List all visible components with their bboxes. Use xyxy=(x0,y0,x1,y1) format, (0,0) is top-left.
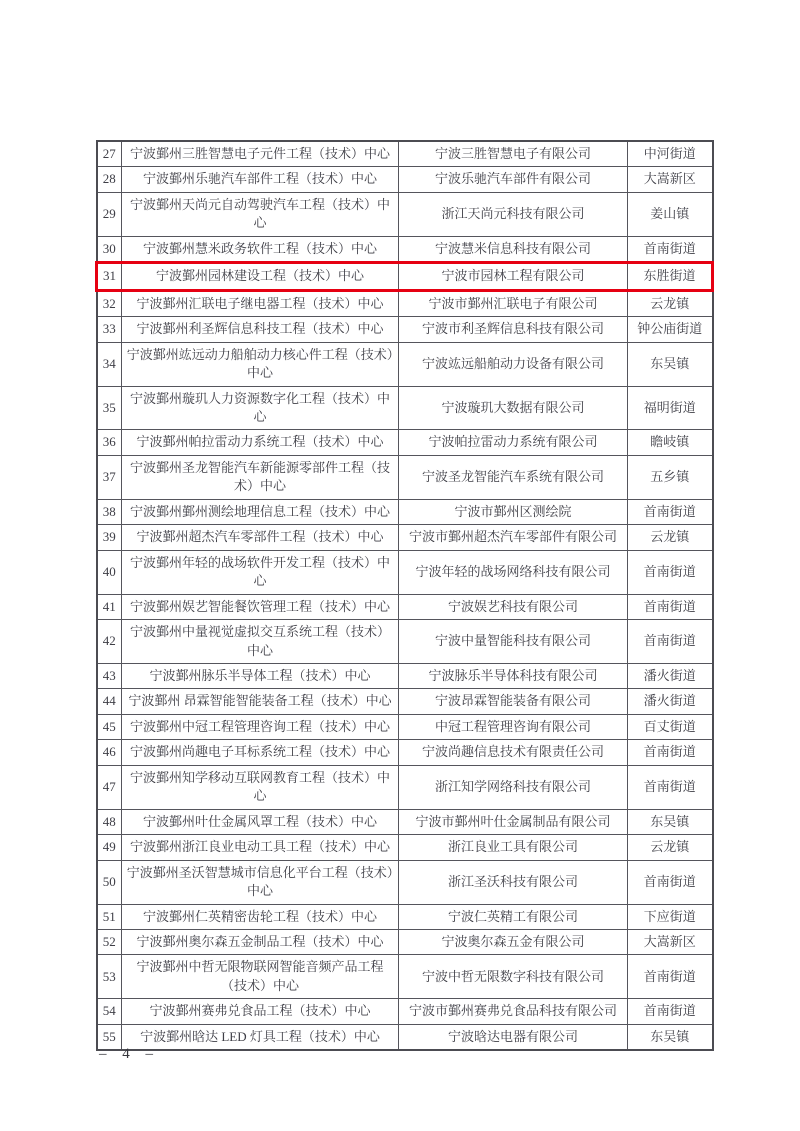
cell-center-name: 宁波鄞州晗达 LED 灯具工程（技术）中心 xyxy=(122,1024,399,1050)
cell-location: 东吴镇 xyxy=(628,342,713,386)
cell-center-name: 宁波鄞州帕拉雷动力系统工程（技术）中心 xyxy=(122,430,399,455)
table-row xyxy=(97,290,713,316)
cell-company-name: 宁波慧米信息科技有限公司 xyxy=(399,236,628,262)
cell-company-name: 宁波帕拉雷动力系统有限公司 xyxy=(399,430,628,455)
table-row xyxy=(97,663,713,688)
cell-location: 姜山镇 xyxy=(628,192,713,236)
cell-location: 首南街道 xyxy=(628,955,713,999)
table-row xyxy=(97,317,713,342)
cell-center-name: 宁波鄞州园林建设工程（技术）中心 xyxy=(122,263,399,290)
cell-center-name: 宁波鄞州脉乐半导体工程（技术）中心 xyxy=(122,663,399,688)
table-row xyxy=(97,455,713,499)
page-number: – 4 – xyxy=(99,1046,159,1062)
table-row xyxy=(97,740,713,765)
table-row xyxy=(97,192,713,236)
cell-row-number: 53 xyxy=(97,955,122,999)
cell-center-name: 宁波鄞州中哲无限物联网智能音频产品工程（技术）中心 xyxy=(122,955,399,999)
cell-company-name: 宁波市鄞州区测绘院 xyxy=(399,499,628,524)
cell-company-name: 宁波昂霖智能装备有限公司 xyxy=(399,689,628,714)
cell-location: 首南街道 xyxy=(628,999,713,1024)
cell-row-number: 38 xyxy=(97,499,122,524)
cell-row-number: 44 xyxy=(97,689,122,714)
cell-center-name: 宁波鄞州鄞州测绘地理信息工程（技术）中心 xyxy=(122,499,399,524)
table-row xyxy=(97,835,713,860)
cell-center-name: 宁波鄞州利圣辉信息科技工程（技术）中心 xyxy=(122,317,399,342)
cell-company-name: 浙江良业工具有限公司 xyxy=(399,835,628,860)
cell-center-name: 宁波鄞州圣沃智慧城市信息化平台工程（技术）中心 xyxy=(122,860,399,904)
cell-location: 中河街道 xyxy=(628,141,713,167)
cell-company-name: 宁波三胜智慧电子有限公司 xyxy=(399,141,628,167)
table-row xyxy=(97,1024,713,1050)
table-row xyxy=(97,860,713,904)
cell-company-name: 中冠工程管理咨询有限公司 xyxy=(399,714,628,739)
cell-row-number: 36 xyxy=(97,430,122,455)
table-row xyxy=(97,141,713,167)
cell-company-name: 浙江知学网络科技有限公司 xyxy=(399,765,628,809)
cell-location: 云龙镇 xyxy=(628,290,713,316)
cell-company-name: 宁波市鄞州赛弗兑食品科技有限公司 xyxy=(399,999,628,1024)
cell-center-name: 宁波鄞州知学移动互联网教育工程（技术）中心 xyxy=(122,765,399,809)
cell-location: 百丈街道 xyxy=(628,714,713,739)
tech-centers-table-body xyxy=(97,141,713,1050)
cell-row-number: 41 xyxy=(97,594,122,619)
cell-company-name: 宁波市鄞州叶仕金属制品有限公司 xyxy=(399,809,628,834)
cell-row-number: 48 xyxy=(97,809,122,834)
cell-row-number: 33 xyxy=(97,317,122,342)
cell-center-name: 宁波鄞州赛弗兑食品工程（技术）中心 xyxy=(122,999,399,1024)
cell-row-number: 43 xyxy=(97,663,122,688)
table-row xyxy=(97,167,713,192)
cell-location: 东吴镇 xyxy=(628,809,713,834)
cell-location: 东吴镇 xyxy=(628,1024,713,1050)
cell-location: 云龙镇 xyxy=(628,525,713,550)
cell-center-name: 宁波鄞州超杰汽车零部件工程（技术）中心 xyxy=(122,525,399,550)
cell-location: 云龙镇 xyxy=(628,835,713,860)
cell-row-number: 29 xyxy=(97,192,122,236)
table-row xyxy=(97,386,713,430)
cell-row-number: 31 xyxy=(97,263,122,290)
cell-center-name: 宁波鄞州奥尔森五金制品工程（技术）中心 xyxy=(122,929,399,954)
cell-row-number: 45 xyxy=(97,714,122,739)
cell-company-name: 宁波璇玑大数据有限公司 xyxy=(399,386,628,430)
cell-center-name: 宁波鄞州浙江良业电动工具工程（技术）中心 xyxy=(122,835,399,860)
cell-location: 大嵩新区 xyxy=(628,167,713,192)
cell-location: 福明街道 xyxy=(628,386,713,430)
cell-center-name: 宁波鄞州年轻的战场软件开发工程（技术）中心 xyxy=(122,550,399,594)
cell-location: 五乡镇 xyxy=(628,455,713,499)
cell-row-number: 51 xyxy=(97,904,122,929)
cell-center-name: 宁波鄞州三胜智慧电子元件工程（技术）中心 xyxy=(122,141,399,167)
cell-company-name: 宁波圣龙智能汽车系统有限公司 xyxy=(399,455,628,499)
cell-company-name: 宁波竑远船舶动力设备有限公司 xyxy=(399,342,628,386)
table-row xyxy=(97,342,713,386)
cell-row-number: 30 xyxy=(97,236,122,262)
cell-company-name: 宁波市鄞州汇联电子有限公司 xyxy=(399,290,628,316)
cell-row-number: 54 xyxy=(97,999,122,1024)
cell-location: 首南街道 xyxy=(628,620,713,664)
cell-center-name: 宁波鄞州中冠工程管理咨询工程（技术）中心 xyxy=(122,714,399,739)
cell-center-name: 宁波鄞州慧米政务软件工程（技术）中心 xyxy=(122,236,399,262)
table-row xyxy=(97,765,713,809)
cell-row-number: 37 xyxy=(97,455,122,499)
cell-company-name: 宁波乐驰汽车部件有限公司 xyxy=(399,167,628,192)
cell-location: 大嵩新区 xyxy=(628,929,713,954)
table-row-highlighted xyxy=(97,263,713,290)
cell-center-name: 宁波鄞州汇联电子继电器工程（技术）中心 xyxy=(122,290,399,316)
cell-center-name: 宁波鄞州仁英精密齿轮工程（技术）中心 xyxy=(122,904,399,929)
table-row xyxy=(97,499,713,524)
cell-company-name: 宁波尚趣信息技术有限责任公司 xyxy=(399,740,628,765)
cell-location: 首南街道 xyxy=(628,740,713,765)
cell-company-name: 宁波市鄞州超杰汽车零部件有限公司 xyxy=(399,525,628,550)
table-row xyxy=(97,714,713,739)
cell-company-name: 宁波年轻的战场网络科技有限公司 xyxy=(399,550,628,594)
tech-centers-table xyxy=(95,140,714,1051)
cell-row-number: 28 xyxy=(97,167,122,192)
cell-location: 东胜街道 xyxy=(628,263,713,290)
cell-company-name: 浙江圣沃科技有限公司 xyxy=(399,860,628,904)
cell-location: 首南街道 xyxy=(628,499,713,524)
cell-company-name: 宁波晗达电器有限公司 xyxy=(399,1024,628,1050)
cell-location: 首南街道 xyxy=(628,236,713,262)
cell-row-number: 42 xyxy=(97,620,122,664)
table-row xyxy=(97,929,713,954)
table-row xyxy=(97,430,713,455)
cell-center-name: 宁波鄞州娱艺智能餐饮管理工程（技术）中心 xyxy=(122,594,399,619)
cell-row-number: 55 xyxy=(97,1024,122,1050)
cell-location: 潘火街道 xyxy=(628,663,713,688)
cell-row-number: 34 xyxy=(97,342,122,386)
table-row xyxy=(97,955,713,999)
cell-company-name: 宁波奥尔森五金有限公司 xyxy=(399,929,628,954)
cell-location: 潘火街道 xyxy=(628,689,713,714)
cell-row-number: 35 xyxy=(97,386,122,430)
cell-location: 下应街道 xyxy=(628,904,713,929)
cell-row-number: 47 xyxy=(97,765,122,809)
cell-center-name: 宁波鄞州叶仕金属风罩工程（技术）中心 xyxy=(122,809,399,834)
cell-company-name: 宁波市园林工程有限公司 xyxy=(399,263,628,290)
cell-company-name: 宁波中量智能科技有限公司 xyxy=(399,620,628,664)
cell-center-name: 宁波鄞州竑远动力船舶动力核心件工程（技术）中心 xyxy=(122,342,399,386)
cell-row-number: 50 xyxy=(97,860,122,904)
cell-location: 首南街道 xyxy=(628,594,713,619)
cell-center-name: 宁波鄞州圣龙智能汽车新能源零部件工程（技术）中心 xyxy=(122,455,399,499)
cell-center-name: 宁波鄞州中量视觉虚拟交互系统工程（技术）中心 xyxy=(122,620,399,664)
table-row xyxy=(97,550,713,594)
cell-location: 钟公庙街道 xyxy=(628,317,713,342)
cell-company-name: 宁波仁英精工有限公司 xyxy=(399,904,628,929)
table-row xyxy=(97,904,713,929)
table-row xyxy=(97,525,713,550)
table-row xyxy=(97,689,713,714)
cell-center-name: 宁波鄞州尚趣电子耳标系统工程（技术）中心 xyxy=(122,740,399,765)
table-row xyxy=(97,620,713,664)
cell-row-number: 49 xyxy=(97,835,122,860)
cell-row-number: 52 xyxy=(97,929,122,954)
cell-company-name: 浙江天尚元科技有限公司 xyxy=(399,192,628,236)
cell-location: 瞻岐镇 xyxy=(628,430,713,455)
cell-company-name: 宁波娱艺科技有限公司 xyxy=(399,594,628,619)
cell-company-name: 宁波市利圣辉信息科技有限公司 xyxy=(399,317,628,342)
cell-row-number: 46 xyxy=(97,740,122,765)
cell-center-name: 宁波鄞州璇玑人力资源数字化工程（技术）中心 xyxy=(122,386,399,430)
cell-row-number: 32 xyxy=(97,290,122,316)
table-row xyxy=(97,809,713,834)
cell-row-number: 40 xyxy=(97,550,122,594)
cell-center-name: 宁波鄞州 昂霖智能智能装备工程（技术）中心 xyxy=(122,689,399,714)
cell-company-name: 宁波中哲无限数字科技有限公司 xyxy=(399,955,628,999)
cell-center-name: 宁波鄞州天尚元自动驾驶汽车工程（技术）中心 xyxy=(122,192,399,236)
cell-location: 首南街道 xyxy=(628,765,713,809)
table-row xyxy=(97,999,713,1024)
cell-row-number: 39 xyxy=(97,525,122,550)
cell-location: 首南街道 xyxy=(628,550,713,594)
cell-company-name: 宁波脉乐半导体科技有限公司 xyxy=(399,663,628,688)
cell-location: 首南街道 xyxy=(628,860,713,904)
table-row xyxy=(97,236,713,262)
cell-row-number: 27 xyxy=(97,141,122,167)
cell-center-name: 宁波鄞州乐驰汽车部件工程（技术）中心 xyxy=(122,167,399,192)
table-row xyxy=(97,594,713,619)
